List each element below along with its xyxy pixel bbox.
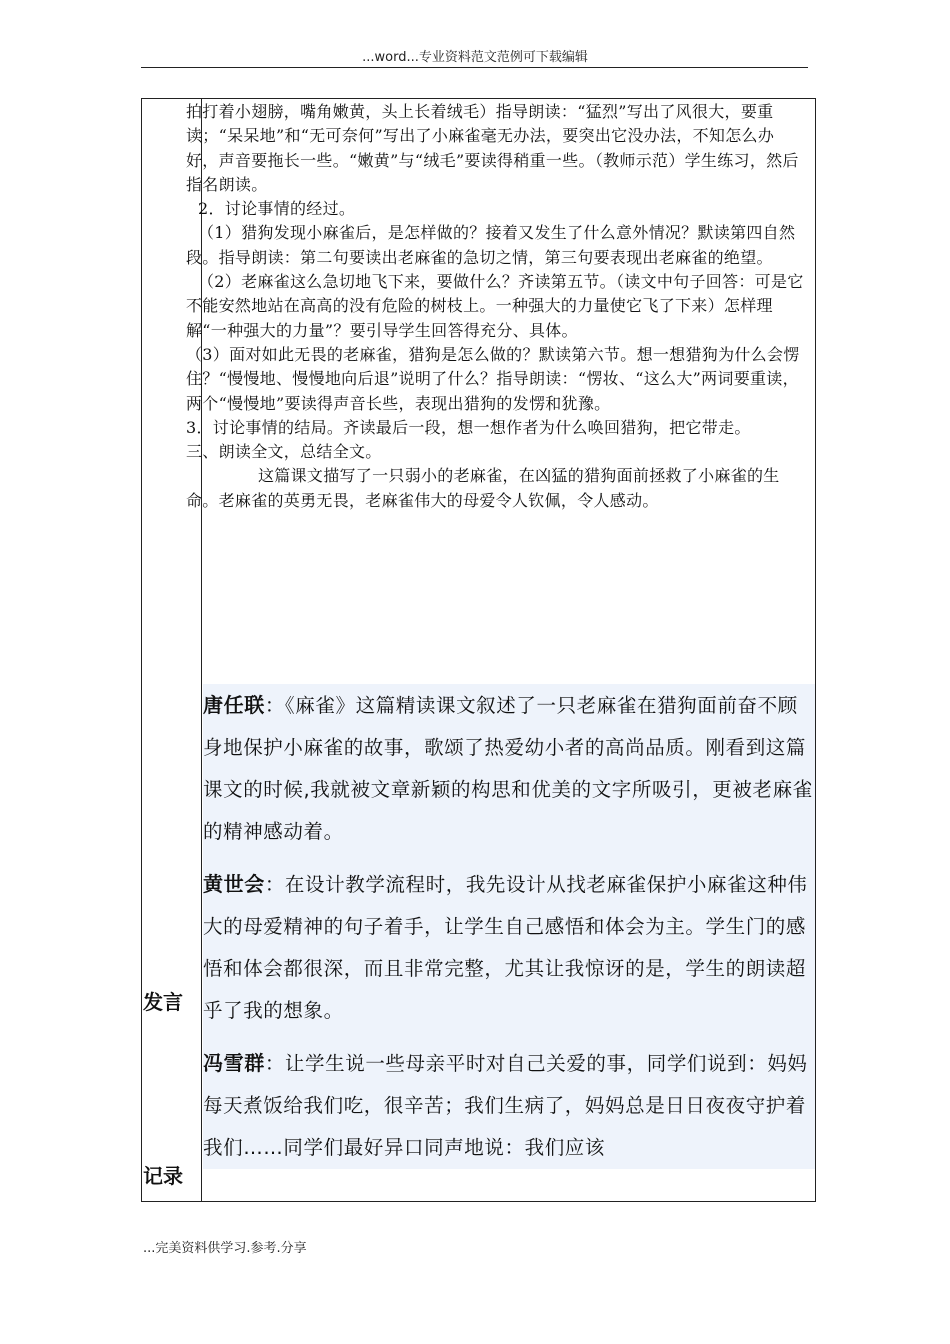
lesson-paragraph: 拍打着小翅膀，嘴角嫩黄，头上长着绒毛）指导朗读：“猛烈”写出了风很大，要重读；“呆呆地”和“无可奈何”写出了小麻雀毫无办法，要突出它没办法，不知怎么办好，声音要拖长一些。“嫩黄”与“绒毛”要读得稍重一些。（教师示范）学生练习，然后指名朗读。 bbox=[186, 102, 799, 194]
comment-item bbox=[203, 863, 815, 1032]
lesson-paragraph: 3．讨论事情的结局。齐读最后一段，想一想作者为什么唤回猎狗，把它带走。 bbox=[186, 417, 751, 437]
comment-speaker: 唐任联 bbox=[203, 693, 265, 717]
row-label-record: 记录 bbox=[143, 1164, 183, 1188]
comment-text: ：让学生说一些母亲平时对自己关爱的事，同学们说到：妈妈每天煮饭给我们吃，很辛苦；我们生病了，妈妈总是日日夜夜守护着我们……同学们最好异口同声地说：我们应该 bbox=[203, 1052, 808, 1159]
lesson-paragraph: 2．讨论事情的经过。 bbox=[198, 199, 356, 219]
lesson-paragraph: 这篇课文描写了一只弱小的老麻雀，在凶猛的猎狗面前拯救了小麻雀的生命。老麻雀的英勇无畏，老麻雀伟大的母爱令人钦佩，令人感动。 bbox=[186, 466, 780, 510]
discussion-comments bbox=[203, 684, 815, 1169]
lesson-paragraph: （2）老麻雀这么急切地飞下来，要做什么？齐读第五节。（读文中句子回答：可是它不能安然地站在高高的没有危险的树枝上。一种强大的力量使它飞了下来）怎样理解“一种强大的力量”？要引导学生回答得充分、具体。 bbox=[186, 272, 804, 340]
lesson-plan-text bbox=[186, 100, 806, 513]
row-label-speak: 发言 bbox=[143, 990, 183, 1014]
comment-text: ：《麻雀》这篇精读课文叙述了一只老麻雀在猎狗面前奋不顾身地保护小麻雀的故事，歌颂了热爱幼小者的高尚品质。刚看到这篇课文的时候,我就被文章新颖的构思和优美的文字所吸引，更被老麻雀的精神感动着。 bbox=[203, 694, 813, 843]
lesson-paragraph: （1）猎狗发现小麻雀后，是怎样做的？接着又发生了什么意外情况？默读第四自然段。指导朗读：第二句要读出老麻雀的急切之情，第三句要表现出老麻雀的绝望。 bbox=[186, 223, 796, 267]
comment-item bbox=[203, 684, 815, 853]
comment-text: ：在设计教学流程时，我先设计从找老麻雀保护小麻雀这种伟大的母爱精神的句子着手，让学生自己感悟和体会为主。学生门的感悟和体会都很深，而且非常完整，尤其让我惊讶的是，学生的朗读超乎了我的想象。 bbox=[203, 873, 808, 1022]
lesson-paragraph: 三、朗读全文，总结全文。 bbox=[186, 442, 382, 462]
comment-speaker: 黄世会 bbox=[203, 872, 265, 896]
comment-speaker: 冯雪群 bbox=[203, 1051, 265, 1075]
page-header: ...word...专业资料范文范例可下载编辑 bbox=[362, 50, 588, 65]
comment-item bbox=[203, 1042, 815, 1169]
page-footer: ...完美资料供学习.参考.分享 bbox=[143, 1241, 307, 1256]
header-rule bbox=[141, 67, 808, 68]
lesson-paragraph: （3）面对如此无畏的老麻雀，猎狗是怎么做的？默读第六节。想一想猎狗为什么会愣住？“慢慢地、慢慢地向后退”说明了什么？指导朗读：“愣妆、“这么大”两词要重读，两个“慢慢地”要读得声音长些，表现出猎狗的发愣和犹豫。 bbox=[186, 344, 800, 413]
